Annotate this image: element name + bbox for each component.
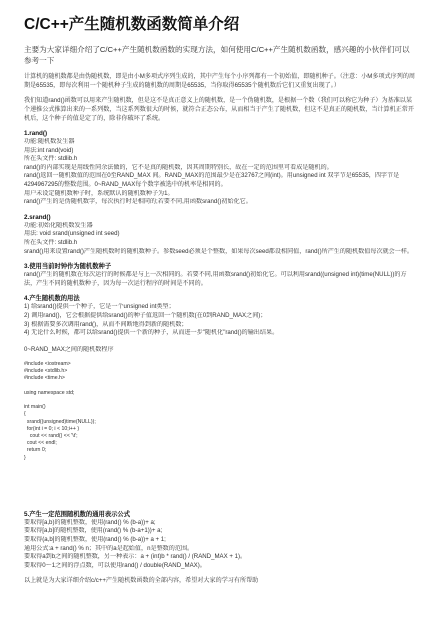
section-line: 所在头文件: stdlib.h [24, 238, 78, 246]
section-line: 要取得a到b之间的随机整数，另一种表示：a + (int)b * rand() / (RAND_MAX + 1)。 [24, 553, 247, 561]
section-rand [24, 129, 416, 207]
section-heading: 2.srand() [24, 213, 51, 221]
code-block [24, 361, 416, 462]
section-line: srand()用来设置rand()产生随机数时的随机数种子。参数seed必须是个整数，如果每次seed都设相同值，rand()所产生的随机数值每次就会一样。 [24, 247, 414, 255]
code-line: for(int i = 0; i < 10;i++ ) [24, 425, 80, 432]
section-line: 要取得[a,b)的随机整数，使用(rand() % (b-a))+ a; [24, 518, 156, 526]
section-line: 用法:int rand(void) [24, 146, 74, 154]
section-line: rand()产生的是伪随机数字，每次执行时是相同的;若要不同,用函数srand()初始化它。 [24, 198, 252, 206]
code-line: #include <stdlib.h> [24, 368, 68, 375]
section-line [24, 338, 416, 347]
section-srand [24, 213, 416, 256]
code-line: using namespace std; [24, 389, 75, 396]
paragraph: 我们知道rand()函数可以用来产生随机数，但是这不是真正意义上的随机数，是一个伪随机数，是根据一个数（我们可以称它为种子）为基准以某个递推公式推算出来的一系列数，当这系列数很大的时候，就符合正态公布，从而相当于产生了随机数，但这不是真正的随机数，当计算机正常开机后，这个种子的值是定了的，除非你破坏了系统。 [24, 97, 414, 122]
code-line [24, 397, 416, 404]
section-line: 用法: void srand(unsigned int seed) [24, 230, 120, 238]
section-line: 2) 调用rand()，它会根据提供给srand()的种子值返回一个随机数(在0到RAND_MAX之间)； [24, 311, 267, 319]
blank-area [24, 468, 416, 510]
code-line: cout << endl; [24, 440, 57, 447]
section-heading: 4.产生随机数的用法 [24, 295, 80, 303]
code-line [24, 382, 416, 389]
section-line: 要取得(a,b]的随机整数，使用(rand() % (b-a))+ a + 1; [24, 535, 166, 543]
code-line: cout << rand() << '\t'; [24, 432, 78, 439]
code-line: srand((unsigned)time(NULL)); [24, 418, 96, 425]
section-line: 所在头文件: stdlib.h [24, 155, 78, 163]
code-line: int main() [24, 404, 46, 411]
section-heading: 1.rand() [24, 130, 48, 137]
section-line: 功能:随机数发生器 [24, 138, 75, 145]
section-range-formula [24, 510, 416, 571]
section-line: 3) 根据需要多次调用rand()，从而不间断地得到新的随机数； [24, 320, 188, 328]
section-line: rand()产生的随机数在每次运行的时候都是与上一次相同的。若要不同,用函数srand()初始化它。可以利用srand((unsigned int)(time(NULL))的方法，产生不同的随机数种子，因为每一次运行程序的时间是不同的。 [24, 271, 407, 287]
code-line: { [24, 411, 26, 418]
section-line: 用户未设定随机数种子时，系统默认的随机数种子为1。 [24, 189, 174, 197]
section-line: 4) 无论什么时候，都可以给srand()提供一个新的种子，从而进一步"随机化"rand()的输出结果。 [24, 329, 279, 337]
section-line: 功能:初始化随机数发生器 [24, 221, 93, 229]
section-heading: 3.使用当前时钟作为随机数种子 [24, 263, 112, 271]
code-line: return 0; [24, 447, 47, 454]
code-line: #include <time.h> [24, 375, 65, 382]
section-line: 要取得0～1之间的浮点数，可以使用rand() / double(RAND_MAX)。 [24, 561, 206, 569]
section-line: 1) 给srand()提供一个种子，它是一个unsigned int类型； [24, 303, 175, 311]
section-line: 要取得[a,b]的随机整数，使用(rand() % (b-a+1))+ a; [24, 527, 163, 535]
section-line: rand()返回一随机数值的范围在0至RAND_MAX 间。RAND_MAX的范围最少是在32767之间(int)。用unsigned int 双字节是65535，四字节是4294967295的整数范围。0~RAND_MAX每个数字被选中的机率是相同的。 [24, 172, 400, 188]
section-heading: 5.产生一定范围随机数的通用表示公式 [24, 510, 131, 518]
code-line: } [24, 454, 26, 461]
article-intro: 主要为大家详细介绍了C/C++产生随机数函数的实现方法，如何使用C/C++产生随机数函数，感兴趣的小伙伴们可以参考一下 [24, 45, 410, 65]
article-outro: 以上就是为大家详细介绍c/c++产生随机数函数的全部内容，希望对大家的学习有所帮助 [24, 577, 259, 585]
paragraph: 计算机的随机数都是由伪随机数，即是由小M多项式序列生成的，其中产生每个小序列都有一个初始值，即随机种子。（注意：小M多项式序列的周期是65535，即每次利用一个随机种子生成的随机数的周期是65535，当你取得65535个随机数后它们又重复出现了。） [24, 73, 416, 89]
section-time-seed [24, 262, 416, 288]
section-line: 0~RAND_MAX之间的随机数程序 [24, 346, 114, 354]
article-title: C/C++产生随机数函数简单介绍 [24, 16, 240, 33]
section-line: 通用公式:a + rand() % n；其中的a是起始值，n是整数的范围。 [24, 544, 194, 552]
section-usage [24, 294, 416, 355]
section-line: rand()的内部实现是用线性同余法做的，它不是真的随机数，因其周期特别长，故在一定的范围里可看成是随机的。 [24, 163, 333, 171]
code-line: #include <iostream> [24, 360, 71, 367]
